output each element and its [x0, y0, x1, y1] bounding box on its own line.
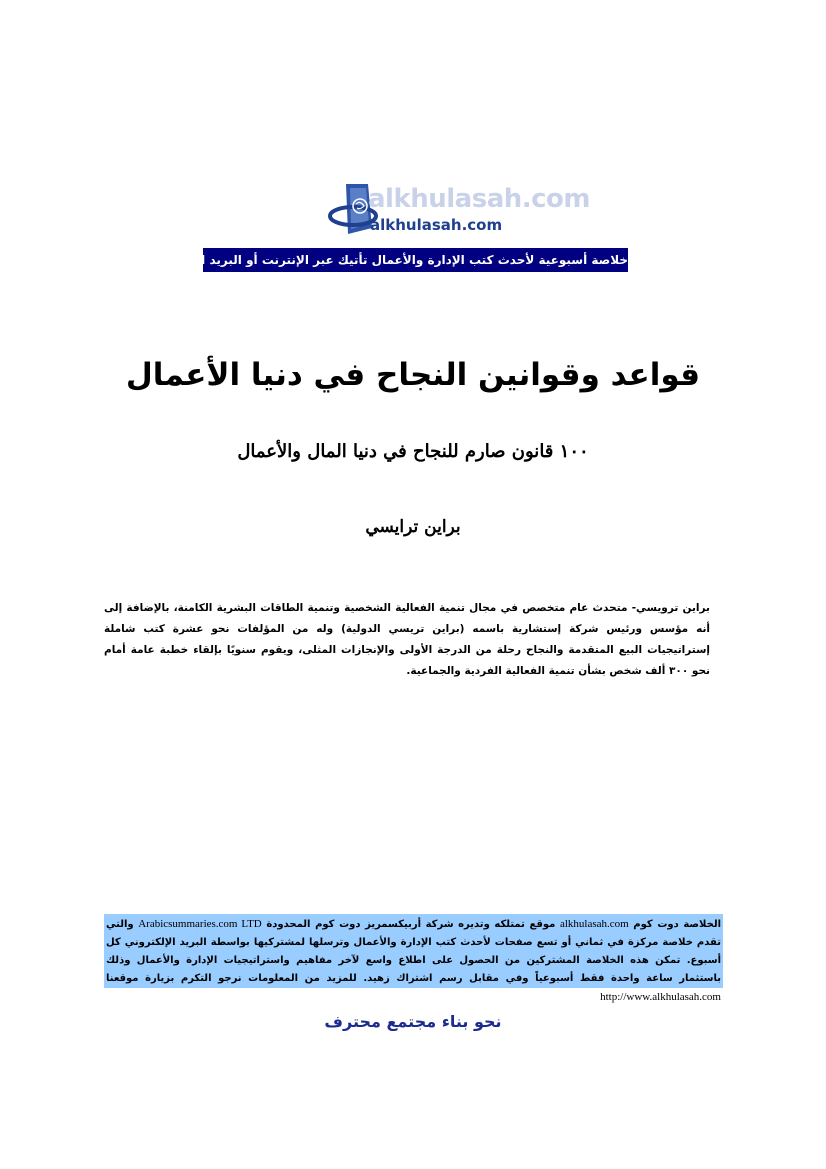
about-part-2: موقع تمتلكه وتديره شركة أربيكسمريز دوت كوم المحدودة [266, 919, 556, 930]
footer-slogan: نحو بناء مجتمع محترف [324, 1012, 502, 1031]
logo-text: alkhulasah.com [370, 216, 503, 234]
author-bio: براين ترويسي- متحدث عام متخصص في مجال تنمية الفعالية الشخصية وتنمية الطاقات البشرية الكامنة، بالإضافة إلى أنه مؤسس ورئيس شركة إستشارية باسمه (براين تريسي الدولية) وله من المؤلفات نحو عشرة كتب شاملة إستراتيجيات البيع المتقدمة والنجاح رحلة من الدرجة الأولى والإنجازات المثلى، ويقوم سنويًا بإلقاء خطبة عامة أمام نحو ٣٠٠ ألف شخص بشأن تنمية الفعالية الفردية والجماعية. [104, 602, 710, 677]
about-box [104, 914, 723, 1003]
about-url-link[interactable]: http://www.alkhulasah.com [600, 991, 721, 1003]
about-company: Arabicsummaries.com LTD [138, 918, 262, 930]
about-site[interactable]: alkhulasah.com [559, 918, 629, 930]
author-name: براين ترايسي [365, 517, 461, 537]
document-subtitle: ١٠٠ قانون صارم للنجاح في دنيا المال والأعمال [237, 441, 589, 462]
document-title: قواعد وقوانين النجاح في دنيا الأعمال [125, 357, 701, 393]
about-part-3: والتي تقدم خلاصة مركزة في ثماني أو تسع صفحات لأحدث كتب الإدارة والأعمال وترسلها لمشتركيها بواسطة البريد الإلكتروني كل أسبوع. تمكن هذه الخلاصة المشتركين من الحصول على اطلاع واسع لآخر مفاهيم واستراتيجيات الإدارة والأعمال وذلك باستثمار ساعة واحدة فقط أسبوعياً وفي مقابل رسم اشتراك زهيد. للمزيد من المعلومات نرجو التكرم بزيارة موقعنا [106, 919, 721, 984]
tagline-banner: خلاصة أسبوعية لأحدث كتب الإدارة والأعمال تأتيك عبر الإنترنت أو البريد الإلكتروني [203, 248, 628, 272]
site-logo [318, 178, 590, 238]
logo-watermark: alkhulasah.com [368, 184, 590, 214]
about-part-1: الخلاصة دوت كوم [633, 919, 722, 930]
